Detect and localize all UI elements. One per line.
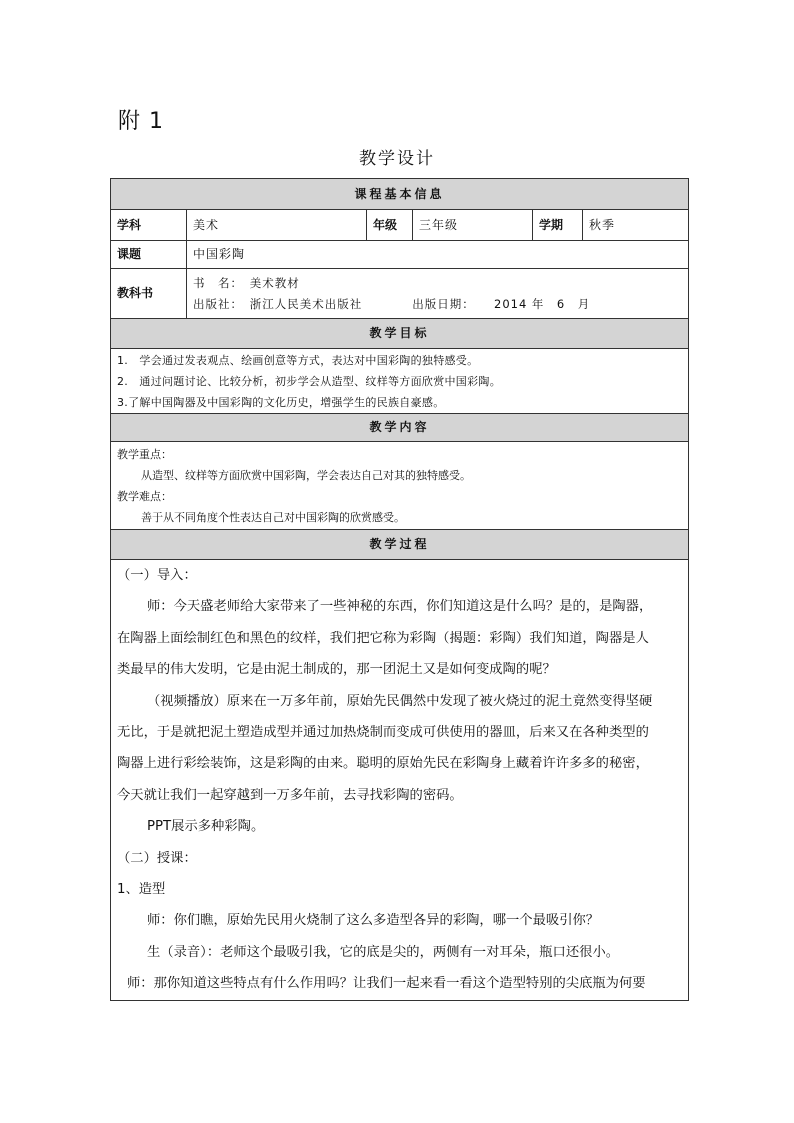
lesson-design-table <box>110 178 689 1001</box>
basic-info-header: 课程基本信息 <box>111 179 689 210</box>
objective-item: 3.了解中国陶器及中国彩陶的文化历史，增强学生的民族自豪感。 <box>117 395 445 409</box>
textbook-publisher: 出版社： 浙江人民美术出版社 <box>193 296 363 311</box>
content-header: 教学内容 <box>111 414 689 442</box>
term-label: 学期 <box>533 210 583 241</box>
process-line: 师：那你知道这些特点有什么作用吗？让我们一起来看一看这个造型特别的尖底瓶为何要 <box>127 976 646 992</box>
process-line: PPT展示多种彩陶。 <box>147 819 265 835</box>
content-body <box>111 442 689 530</box>
process-header: 教学过程 <box>111 530 689 560</box>
objectives-list <box>111 349 689 414</box>
process-line: 无比，于是就把泥土塑造成型并通过加热烧制而变成可供使用的器皿，后来又在各种类型的 <box>117 725 649 741</box>
process-line: （二）授课： <box>117 850 197 866</box>
grade-label: 年级 <box>367 210 413 241</box>
term-value: 秋季 <box>583 210 689 241</box>
process-line: 在陶器上面绘制红色和黑色的纹样，我们把它称为彩陶（揭题：彩陶）我们知道，陶器是人 <box>117 630 649 646</box>
textbook-name-line: 书 名： 美术教材 <box>193 275 300 290</box>
objective-item: 1. 学会通过发表观点、绘画创意等方式，表达对中国彩陶的独特感受。 <box>117 353 479 367</box>
key-point-text: 从造型、纹样等方面欣赏中国彩陶，学会表达自己对其的独特感受。 <box>141 468 471 482</box>
process-line: （视频播放）原来在一万多年前，原始先民偶然中发现了被火烧过的泥土竟然变得坚硬 <box>147 693 653 709</box>
appendix-label: 附 1 <box>118 109 164 134</box>
objectives-header: 教学目标 <box>111 319 689 349</box>
grade-value: 三年级 <box>413 210 533 241</box>
document-title: 教学设计 <box>359 149 435 169</box>
difficulty-label: 教学难点： <box>117 489 172 503</box>
textbook-label: 教科书 <box>111 269 187 319</box>
textbook-info <box>187 269 689 319</box>
process-line: 类最早的伟大发明，它是由泥土制成的，那一团泥土又是如何变成陶的呢？ <box>117 662 556 678</box>
process-line: 今天就让我们一起穿越到一万多年前，去寻找彩陶的密码。 <box>117 787 463 803</box>
subject-value: 美术 <box>187 210 367 241</box>
difficulty-text: 善于从不同角度个性表达自己对中国彩陶的欣赏感受。 <box>141 510 405 524</box>
subject-label: 学科 <box>111 210 187 241</box>
topic-value: 中国彩陶 <box>187 241 689 269</box>
process-line: 陶器上进行彩绘装饰，这是彩陶的由来。聪明的原始先民在彩陶身上藏着许许多多的秘密， <box>117 756 649 772</box>
key-point-label: 教学重点： <box>117 447 172 461</box>
process-line: 师：你们瞧，原始先民用火烧制了这么多造型各异的彩陶，哪一个最吸引你？ <box>147 913 600 929</box>
process-line: （一）导入： <box>117 568 197 583</box>
topic-label: 课题 <box>111 241 187 269</box>
textbook-date: 出版日期： 2014 年 6 月 <box>412 296 591 311</box>
textbook-publisher-line <box>193 294 682 315</box>
process-line: 师：今天盛老师给大家带来了一些神秘的东西，你们知道这是什么吗？是的，是陶器， <box>147 599 653 615</box>
process-line: 1、造型 <box>117 882 166 898</box>
process-body <box>111 560 689 1001</box>
process-line: 生（录音）：老师这个最吸引我，它的底是尖的，两侧有一对耳朵，瓶口还很小。 <box>147 944 620 960</box>
objective-item: 2. 通过问题讨论、比较分析，初步学会从造型、纹样等方面欣赏中国彩陶。 <box>117 374 501 388</box>
